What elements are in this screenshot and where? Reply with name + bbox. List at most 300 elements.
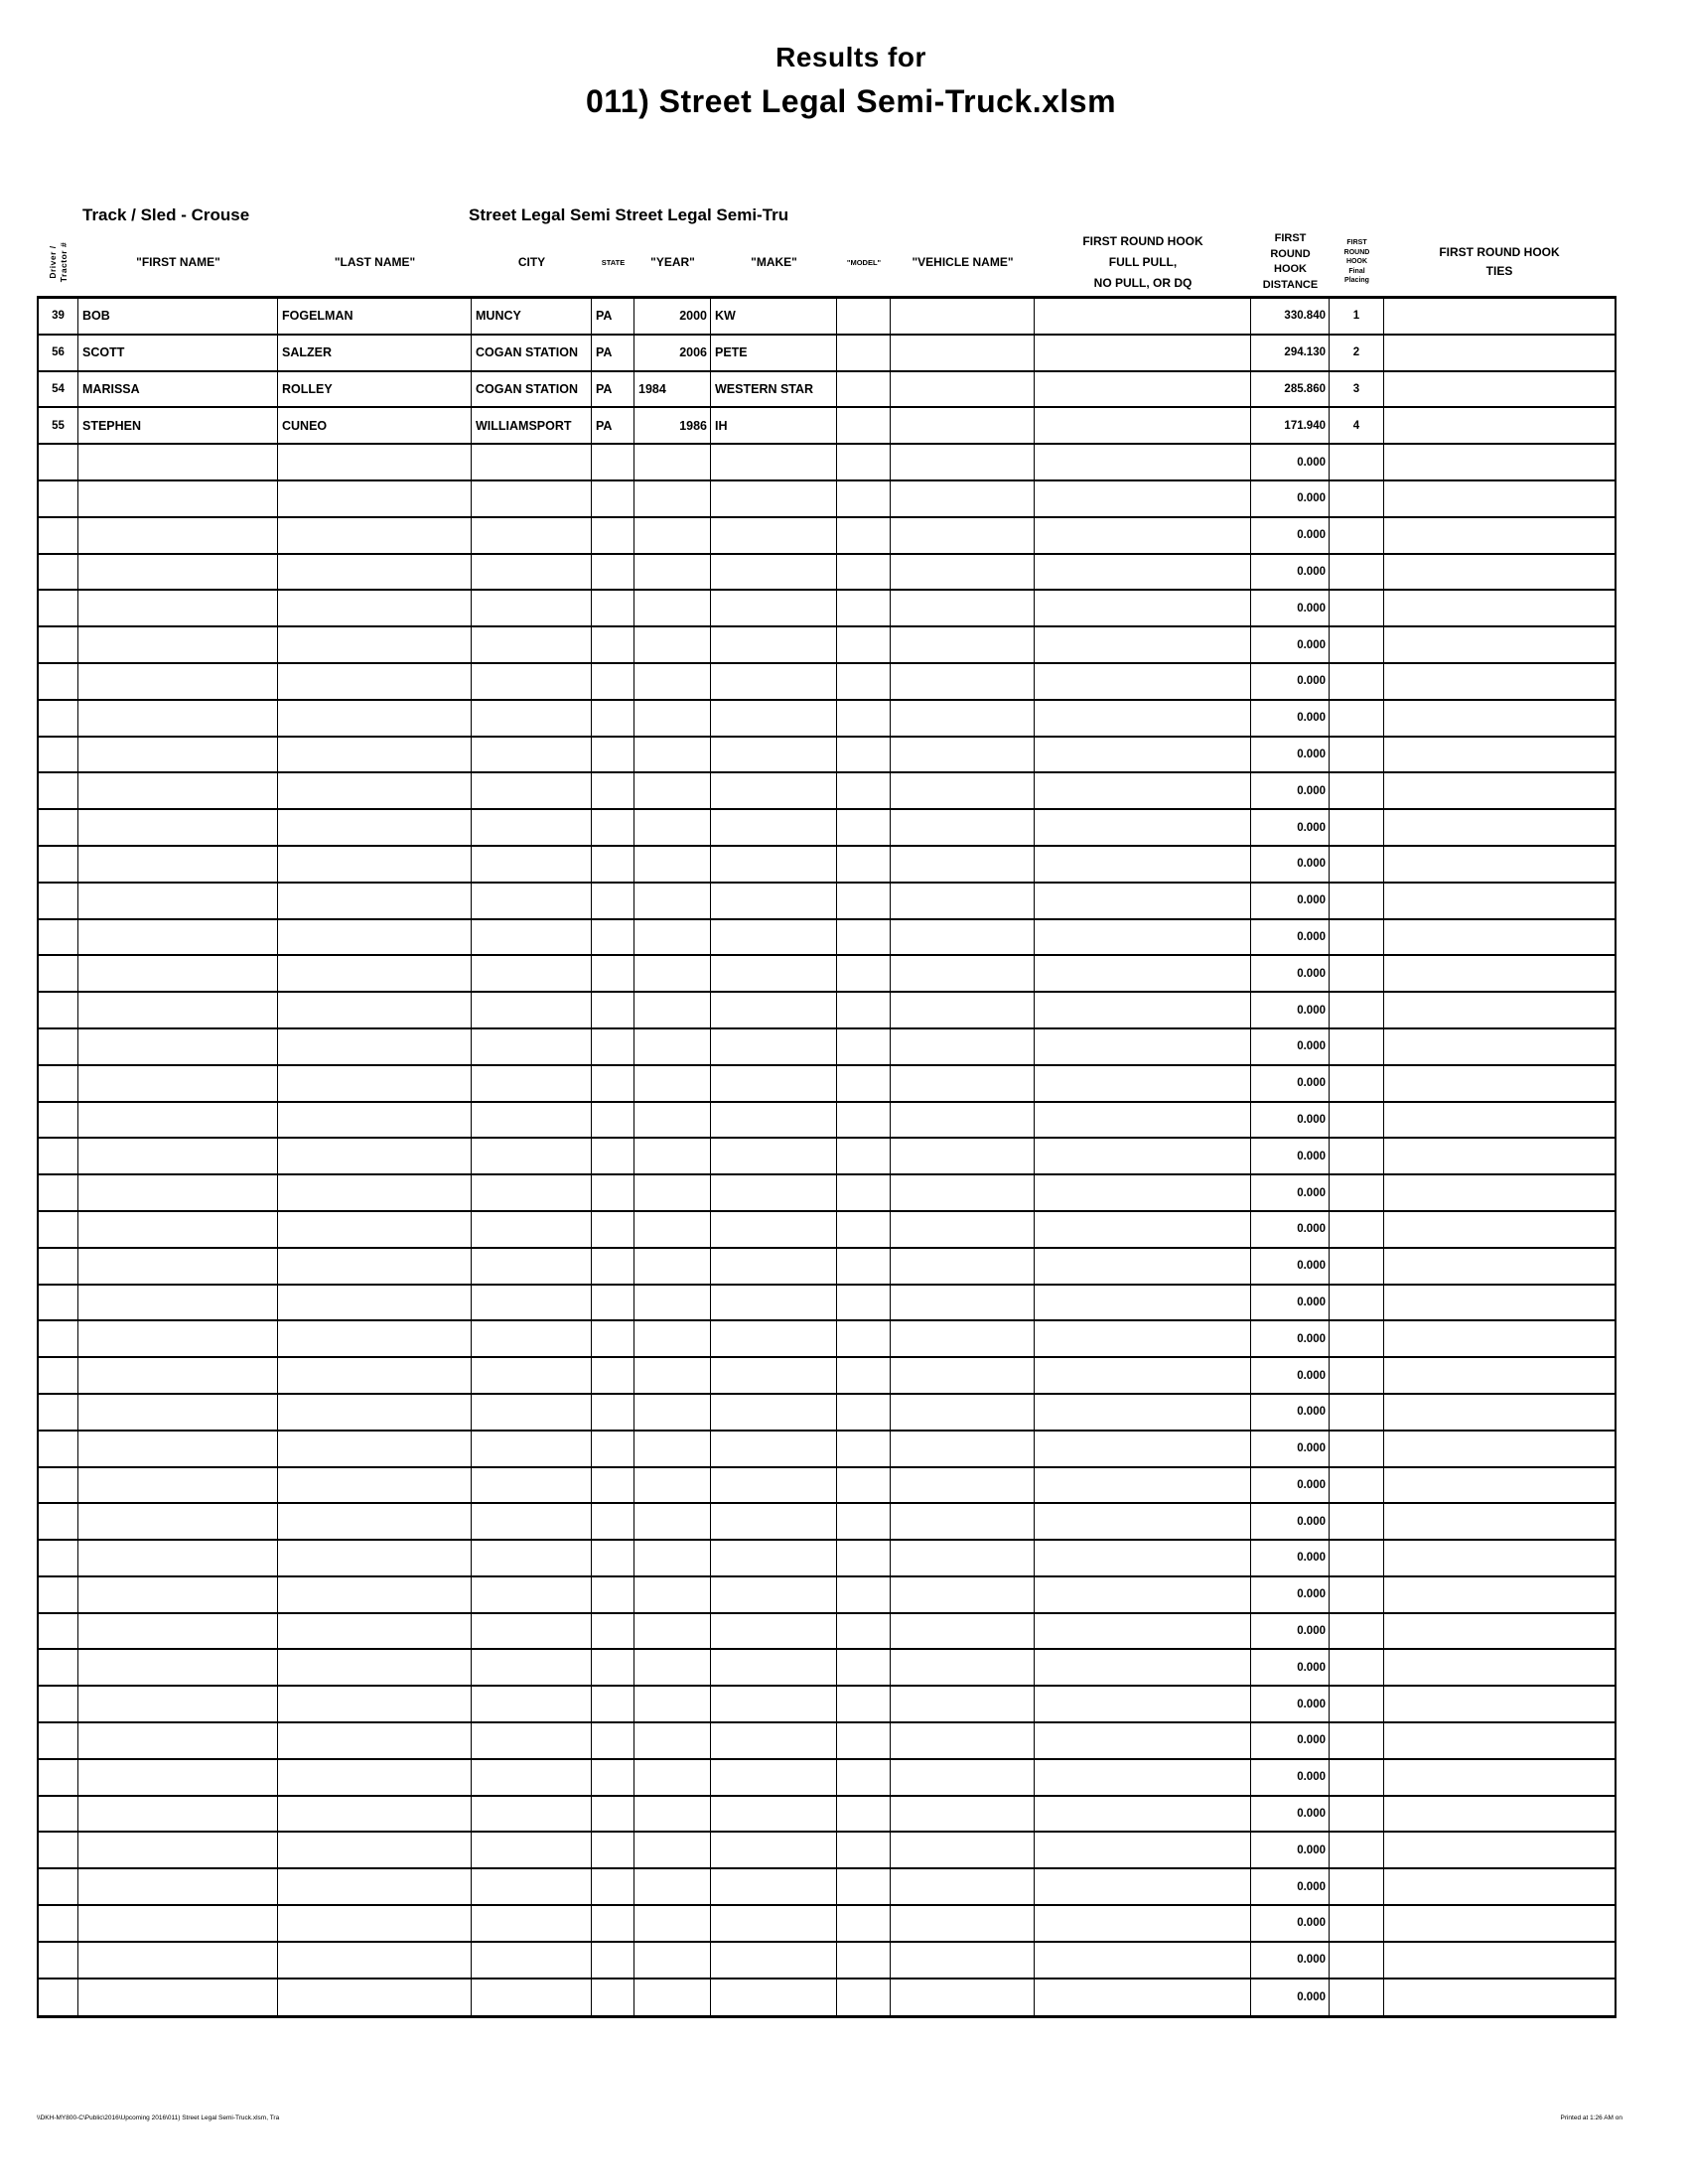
cell-make xyxy=(711,1869,837,1904)
cell-distance: 0.000 xyxy=(1251,810,1330,845)
cell-make xyxy=(711,1614,837,1649)
footer-printed-at: Printed at 1:26 AM on xyxy=(1560,2115,1622,2121)
cell-year xyxy=(634,1249,711,1284)
cell-ties xyxy=(1384,1175,1615,1210)
cell-placing xyxy=(1330,1504,1384,1539)
cell-distance: 0.000 xyxy=(1251,1504,1330,1539)
cell-ties xyxy=(1384,1614,1615,1649)
cell-state xyxy=(592,884,634,918)
cell-first-name xyxy=(78,993,278,1027)
cell-full-pull xyxy=(1035,664,1251,699)
cell-year xyxy=(634,1139,711,1173)
cell-ties xyxy=(1384,591,1615,625)
table-row xyxy=(39,1286,1615,1322)
cell-city xyxy=(472,920,592,955)
cell-first-name xyxy=(78,1249,278,1284)
table-row xyxy=(39,1468,1615,1505)
header-distance-line1: FIRST xyxy=(1274,232,1307,244)
table-row xyxy=(39,1760,1615,1797)
cell-vehicle-name xyxy=(891,847,1035,882)
cell-last-name xyxy=(278,518,472,553)
header-driver-tractor xyxy=(39,229,78,295)
cell-city xyxy=(472,1833,592,1867)
cell-model xyxy=(837,1249,891,1284)
cell-last-name xyxy=(278,664,472,699)
cell-distance: 330.840 xyxy=(1251,299,1330,334)
cell-placing xyxy=(1330,1468,1384,1503)
cell-driver xyxy=(39,1797,78,1832)
table-row xyxy=(39,591,1615,627)
cell-make xyxy=(711,1906,837,1941)
table-row xyxy=(39,299,1615,336)
cell-first-name xyxy=(78,810,278,845)
cell-distance: 0.000 xyxy=(1251,1395,1330,1430)
cell-full-pull xyxy=(1035,555,1251,590)
cell-year xyxy=(634,1833,711,1867)
cell-vehicle-name xyxy=(891,1760,1035,1795)
cell-ties xyxy=(1384,1286,1615,1320)
cell-make xyxy=(711,847,837,882)
cell-make xyxy=(711,701,837,736)
cell-last-name xyxy=(278,1249,472,1284)
cell-ties xyxy=(1384,1139,1615,1173)
cell-first-name xyxy=(78,1029,278,1064)
cell-distance: 0.000 xyxy=(1251,1577,1330,1612)
cell-model xyxy=(837,591,891,625)
cell-vehicle-name xyxy=(891,773,1035,808)
cell-state xyxy=(592,481,634,516)
cell-placing xyxy=(1330,1103,1384,1138)
cell-ties xyxy=(1384,1723,1615,1758)
cell-state xyxy=(592,627,634,662)
cell-city xyxy=(472,1103,592,1138)
cell-placing xyxy=(1330,591,1384,625)
cell-year xyxy=(634,1358,711,1393)
cell-first-name: STEPHEN xyxy=(78,408,278,443)
cell-year xyxy=(634,701,711,736)
cell-first-name xyxy=(78,1614,278,1649)
table-row xyxy=(39,1650,1615,1687)
cell-last-name xyxy=(278,1066,472,1101)
cell-year xyxy=(634,1286,711,1320)
cell-full-pull xyxy=(1035,1103,1251,1138)
cell-placing xyxy=(1330,956,1384,991)
cell-full-pull xyxy=(1035,299,1251,334)
header-first-round-hook-placing xyxy=(1330,229,1384,295)
cell-model xyxy=(837,1833,891,1867)
table-row xyxy=(39,664,1615,701)
cell-model xyxy=(837,1577,891,1612)
cell-full-pull xyxy=(1035,738,1251,772)
cell-distance: 0.000 xyxy=(1251,1321,1330,1356)
cell-state xyxy=(592,664,634,699)
cell-first-name xyxy=(78,884,278,918)
cell-first-name xyxy=(78,1833,278,1867)
cell-distance: 0.000 xyxy=(1251,773,1330,808)
cell-model xyxy=(837,1760,891,1795)
cell-state xyxy=(592,1723,634,1758)
cell-year xyxy=(634,1103,711,1138)
header-distance-line2: ROUND xyxy=(1270,247,1311,260)
cell-full-pull xyxy=(1035,884,1251,918)
cell-state xyxy=(592,1249,634,1284)
cell-year xyxy=(634,1468,711,1503)
cell-placing xyxy=(1330,847,1384,882)
cell-city xyxy=(472,993,592,1027)
cell-vehicle-name xyxy=(891,555,1035,590)
cell-vehicle-name xyxy=(891,627,1035,662)
cell-first-name xyxy=(78,1760,278,1795)
cell-distance: 0.000 xyxy=(1251,1833,1330,1867)
cell-vehicle-name xyxy=(891,1723,1035,1758)
cell-state: PA xyxy=(592,372,634,407)
cell-last-name xyxy=(278,1687,472,1721)
cell-model xyxy=(837,1687,891,1721)
cell-make xyxy=(711,956,837,991)
cell-make xyxy=(711,1286,837,1320)
cell-driver xyxy=(39,1029,78,1064)
cell-year xyxy=(634,555,711,590)
cell-distance: 0.000 xyxy=(1251,664,1330,699)
cell-placing xyxy=(1330,518,1384,553)
cell-ties xyxy=(1384,481,1615,516)
cell-make xyxy=(711,773,837,808)
cell-model xyxy=(837,1650,891,1685)
cell-state xyxy=(592,1979,634,2016)
cell-ties xyxy=(1384,1249,1615,1284)
cell-vehicle-name xyxy=(891,1504,1035,1539)
cell-last-name: ROLLEY xyxy=(278,372,472,407)
cell-distance: 285.860 xyxy=(1251,372,1330,407)
cell-distance: 0.000 xyxy=(1251,1541,1330,1575)
cell-last-name: FOGELMAN xyxy=(278,299,472,334)
cell-last-name: SALZER xyxy=(278,336,472,370)
cell-distance: 0.000 xyxy=(1251,1906,1330,1941)
cell-year xyxy=(634,1943,711,1978)
cell-driver xyxy=(39,481,78,516)
table-row xyxy=(39,555,1615,592)
cell-vehicle-name xyxy=(891,591,1035,625)
cell-driver xyxy=(39,1321,78,1356)
cell-driver: 56 xyxy=(39,336,78,370)
cell-year xyxy=(634,518,711,553)
cell-year xyxy=(634,1321,711,1356)
cell-state xyxy=(592,810,634,845)
cell-driver xyxy=(39,591,78,625)
table-row xyxy=(39,1321,1615,1358)
cell-year xyxy=(634,773,711,808)
cell-placing xyxy=(1330,1650,1384,1685)
cell-full-pull xyxy=(1035,993,1251,1027)
cell-distance: 0.000 xyxy=(1251,847,1330,882)
table-row xyxy=(39,1504,1615,1541)
cell-make xyxy=(711,591,837,625)
cell-full-pull xyxy=(1035,1249,1251,1284)
cell-city xyxy=(472,1395,592,1430)
cell-first-name xyxy=(78,591,278,625)
cell-driver xyxy=(39,1286,78,1320)
cell-model xyxy=(837,1797,891,1832)
cell-year xyxy=(634,1029,711,1064)
cell-ties xyxy=(1384,773,1615,808)
cell-placing xyxy=(1330,1321,1384,1356)
class-label: Street Legal Semi Street Legal Semi-Tru xyxy=(469,205,789,224)
cell-driver xyxy=(39,555,78,590)
cell-full-pull xyxy=(1035,773,1251,808)
cell-first-name xyxy=(78,627,278,662)
cell-make xyxy=(711,884,837,918)
cell-vehicle-name xyxy=(891,664,1035,699)
cell-vehicle-name xyxy=(891,299,1035,334)
cell-vehicle-name xyxy=(891,1029,1035,1064)
cell-state xyxy=(592,1175,634,1210)
header-full-pull-line3: NO PULL, OR DQ xyxy=(1093,275,1193,290)
cell-first-name xyxy=(78,555,278,590)
cell-first-name xyxy=(78,1504,278,1539)
cell-placing xyxy=(1330,1212,1384,1247)
cell-vehicle-name xyxy=(891,372,1035,407)
cell-year xyxy=(634,884,711,918)
cell-last-name xyxy=(278,1175,472,1210)
table-header-row xyxy=(39,229,1615,295)
cell-model xyxy=(837,1358,891,1393)
cell-ties xyxy=(1384,956,1615,991)
table-row xyxy=(39,1943,1615,1979)
cell-placing xyxy=(1330,1797,1384,1832)
cell-state xyxy=(592,738,634,772)
cell-city xyxy=(472,591,592,625)
cell-year xyxy=(634,1760,711,1795)
cell-driver xyxy=(39,1577,78,1612)
cell-city xyxy=(472,445,592,479)
cell-ties xyxy=(1384,372,1615,407)
cell-vehicle-name xyxy=(891,1577,1035,1612)
cell-driver xyxy=(39,1066,78,1101)
cell-year xyxy=(634,1979,711,2016)
cell-state xyxy=(592,1504,634,1539)
page-title: Results for xyxy=(775,42,926,72)
cell-distance: 0.000 xyxy=(1251,555,1330,590)
cell-year xyxy=(634,1614,711,1649)
cell-ties xyxy=(1384,810,1615,845)
cell-driver xyxy=(39,1614,78,1649)
cell-vehicle-name xyxy=(891,445,1035,479)
table-row xyxy=(39,1066,1615,1103)
cell-distance: 0.000 xyxy=(1251,1614,1330,1649)
cell-driver xyxy=(39,1943,78,1978)
cell-full-pull xyxy=(1035,1321,1251,1356)
cell-year xyxy=(634,1577,711,1612)
cell-state: PA xyxy=(592,299,634,334)
cell-vehicle-name xyxy=(891,1395,1035,1430)
cell-driver xyxy=(39,1723,78,1758)
cell-city xyxy=(472,1723,592,1758)
cell-distance: 0.000 xyxy=(1251,1249,1330,1284)
cell-last-name xyxy=(278,773,472,808)
header-driver-line2: Tractor # xyxy=(59,241,69,283)
cell-placing xyxy=(1330,1432,1384,1466)
cell-make xyxy=(711,920,837,955)
cell-full-pull xyxy=(1035,1943,1251,1978)
cell-placing xyxy=(1330,1833,1384,1867)
cell-last-name xyxy=(278,1029,472,1064)
table-row xyxy=(39,518,1615,555)
cell-state xyxy=(592,445,634,479)
header-placing-line2: ROUND xyxy=(1343,248,1370,256)
cell-state xyxy=(592,701,634,736)
table-row xyxy=(39,884,1615,920)
cell-model xyxy=(837,1029,891,1064)
cell-vehicle-name xyxy=(891,1358,1035,1393)
cell-model xyxy=(837,773,891,808)
cell-city xyxy=(472,1321,592,1356)
header-year: "YEAR" xyxy=(650,255,695,269)
cell-city: COGAN STATION xyxy=(472,336,592,370)
cell-model xyxy=(837,1286,891,1320)
cell-placing xyxy=(1330,773,1384,808)
cell-first-name xyxy=(78,1869,278,1904)
cell-city xyxy=(472,847,592,882)
cell-last-name xyxy=(278,1358,472,1393)
cell-year: 2000 xyxy=(634,299,711,334)
cell-first-name xyxy=(78,1541,278,1575)
track-sled-label: Track / Sled - Crouse xyxy=(82,205,250,224)
cell-first-name xyxy=(78,1943,278,1978)
cell-distance: 0.000 xyxy=(1251,1286,1330,1320)
cell-driver xyxy=(39,1760,78,1795)
cell-year xyxy=(634,1175,711,1210)
cell-year xyxy=(634,591,711,625)
cell-placing xyxy=(1330,1358,1384,1393)
cell-vehicle-name xyxy=(891,1614,1035,1649)
cell-distance: 0.000 xyxy=(1251,1066,1330,1101)
cell-driver xyxy=(39,1650,78,1685)
table-row xyxy=(39,627,1615,664)
cell-vehicle-name xyxy=(891,920,1035,955)
cell-state xyxy=(592,1577,634,1612)
cell-last-name xyxy=(278,1869,472,1904)
cell-year xyxy=(634,1504,711,1539)
cell-last-name xyxy=(278,1139,472,1173)
header-placing-line4: Final xyxy=(1348,267,1365,275)
cell-city xyxy=(472,1541,592,1575)
cell-ties xyxy=(1384,518,1615,553)
cell-state xyxy=(592,518,634,553)
cell-vehicle-name xyxy=(891,1797,1035,1832)
cell-city xyxy=(472,1175,592,1210)
cell-state xyxy=(592,1687,634,1721)
cell-state xyxy=(592,1066,634,1101)
cell-first-name xyxy=(78,1723,278,1758)
cell-state: PA xyxy=(592,408,634,443)
cell-last-name xyxy=(278,1577,472,1612)
cell-city xyxy=(472,1943,592,1978)
cell-last-name xyxy=(278,1723,472,1758)
cell-placing: 2 xyxy=(1330,336,1384,370)
cell-vehicle-name xyxy=(891,1687,1035,1721)
cell-city xyxy=(472,555,592,590)
cell-full-pull xyxy=(1035,1212,1251,1247)
cell-driver xyxy=(39,847,78,882)
cell-full-pull xyxy=(1035,481,1251,516)
cell-state xyxy=(592,1468,634,1503)
cell-last-name xyxy=(278,1650,472,1685)
cell-city xyxy=(472,1906,592,1941)
cell-last-name xyxy=(278,810,472,845)
cell-make xyxy=(711,1833,837,1867)
cell-first-name xyxy=(78,1175,278,1210)
cell-placing xyxy=(1330,445,1384,479)
cell-placing xyxy=(1330,481,1384,516)
cell-ties xyxy=(1384,1468,1615,1503)
cell-make xyxy=(711,1103,837,1138)
cell-model xyxy=(837,884,891,918)
cell-ties xyxy=(1384,1066,1615,1101)
cell-make xyxy=(711,555,837,590)
cell-full-pull xyxy=(1035,1468,1251,1503)
cell-vehicle-name xyxy=(891,701,1035,736)
cell-last-name xyxy=(278,1833,472,1867)
cell-vehicle-name xyxy=(891,481,1035,516)
cell-driver xyxy=(39,1395,78,1430)
cell-make xyxy=(711,1321,837,1356)
cell-make: IH xyxy=(711,408,837,443)
cell-placing: 1 xyxy=(1330,299,1384,334)
header-first-round-hook-ties xyxy=(1384,229,1615,295)
cell-driver xyxy=(39,518,78,553)
cell-make: KW xyxy=(711,299,837,334)
cell-model xyxy=(837,810,891,845)
cell-placing xyxy=(1330,1541,1384,1575)
cell-model xyxy=(837,372,891,407)
cell-ties xyxy=(1384,1432,1615,1466)
cell-make xyxy=(711,1979,837,2016)
cell-model xyxy=(837,299,891,334)
cell-model xyxy=(837,1212,891,1247)
cell-last-name xyxy=(278,701,472,736)
cell-state xyxy=(592,1029,634,1064)
cell-year xyxy=(634,847,711,882)
cell-distance: 294.130 xyxy=(1251,336,1330,370)
cell-full-pull xyxy=(1035,1577,1251,1612)
cell-city xyxy=(472,884,592,918)
table-row xyxy=(39,847,1615,884)
table-row xyxy=(39,1212,1615,1249)
cell-make xyxy=(711,1687,837,1721)
cell-city xyxy=(472,1249,592,1284)
cell-placing xyxy=(1330,1943,1384,1978)
cell-ties xyxy=(1384,1212,1615,1247)
cell-vehicle-name xyxy=(891,1212,1035,1247)
cell-first-name: MARISSA xyxy=(78,372,278,407)
cell-distance: 0.000 xyxy=(1251,1650,1330,1685)
cell-vehicle-name xyxy=(891,1321,1035,1356)
cell-city xyxy=(472,1504,592,1539)
cell-first-name xyxy=(78,738,278,772)
cell-first-name xyxy=(78,1358,278,1393)
cell-last-name xyxy=(278,847,472,882)
cell-last-name xyxy=(278,555,472,590)
cell-first-name xyxy=(78,1797,278,1832)
cell-distance: 0.000 xyxy=(1251,1139,1330,1173)
cell-model xyxy=(837,1504,891,1539)
cell-driver xyxy=(39,884,78,918)
table-row xyxy=(39,336,1615,372)
cell-full-pull xyxy=(1035,1687,1251,1721)
cell-city xyxy=(472,664,592,699)
cell-state xyxy=(592,1614,634,1649)
cell-distance: 0.000 xyxy=(1251,1687,1330,1721)
